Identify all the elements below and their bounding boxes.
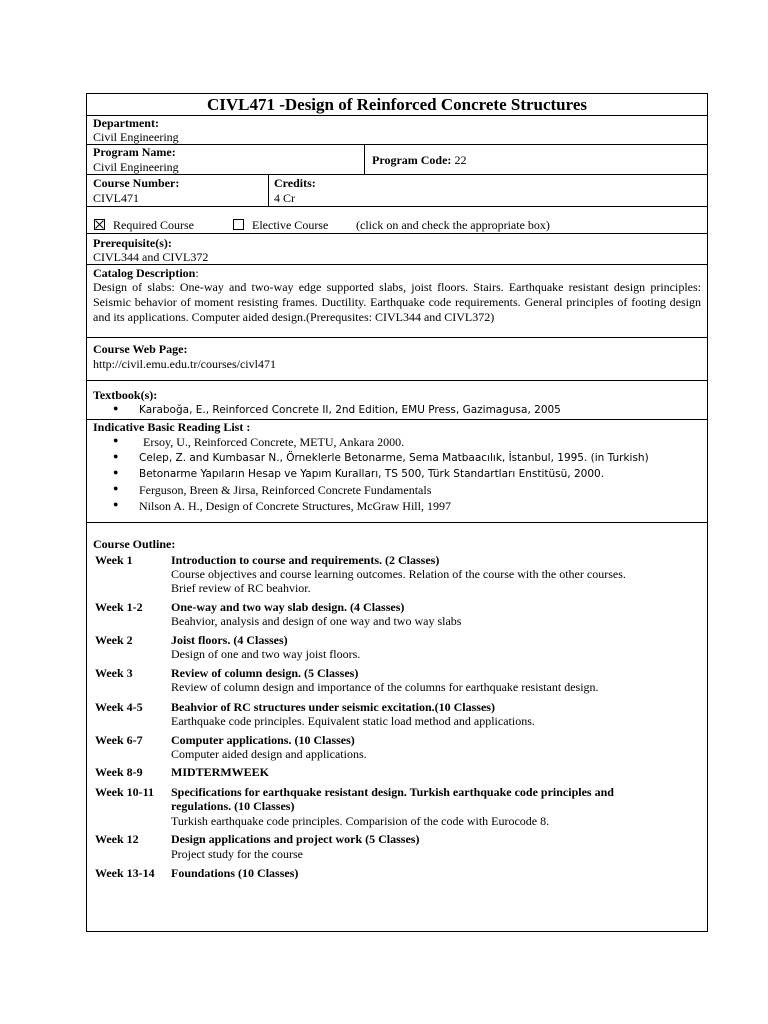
course-type-row xyxy=(87,207,707,234)
week-title: One-way and two way slab design. (4 Classes) xyxy=(171,600,405,614)
week-label: Week 10-11 xyxy=(95,785,154,799)
week-title: Foundations (10 Classes) xyxy=(171,866,299,880)
course-number-row xyxy=(87,175,707,207)
textbook-item: Karaboğa, E., Reinforced Concrete II, 2nd Edition, EMU Press, Gazimagusa, 2005 xyxy=(139,404,561,416)
week-label: Week 12 xyxy=(95,832,139,846)
bullet-icon: ● xyxy=(113,451,119,461)
divider xyxy=(364,145,365,174)
week-description: Earthquake code principles. Equivalent static load method and applications. xyxy=(171,714,535,728)
week-title: Computer applications. (10 Classes) xyxy=(171,733,355,747)
catalog-description: Design of slabs: One-way and two-way edge supported slabs, joist floors. Stairs. Earthquake resistant design principles: Seismic behavior of moment resisting frames. Ductility. Earthquake code requirements. General principles of footing design and its applications. Computer aided design.(Prerequsites: CIVL344 and CIVL372) xyxy=(93,280,701,324)
week-title: MIDTERMWEEK xyxy=(171,765,270,779)
week-title: Beahvior of RC structures under seismic excitation.(10 Classes) xyxy=(171,700,495,714)
department-value: Civil Engineering xyxy=(93,130,179,144)
catalog-row xyxy=(87,265,707,338)
course-number-label: Course Number: xyxy=(93,176,180,190)
web-page-row xyxy=(87,338,707,381)
reading-outline-section xyxy=(87,420,707,931)
title-row xyxy=(87,94,707,116)
checked-checkbox-icon[interactable] xyxy=(94,219,105,230)
bullet-icon: ● xyxy=(113,499,119,509)
reading-item: Betonarme Yapıların Hesap ve Yapım Kuralları, TS 500, Türk Standartları Enstitüsü, 2000. xyxy=(139,468,605,480)
page-title: CIVL471 -Design of Reinforced Concrete Structures xyxy=(206,95,588,114)
week-title: Joist floors. (4 Classes) xyxy=(171,633,288,647)
program-code-value: 22 xyxy=(454,153,467,167)
program-name-value: Civil Engineering xyxy=(93,160,179,174)
program-code xyxy=(372,153,466,167)
reading-list-label: Indicative Basic Reading List : xyxy=(93,420,251,434)
course-syllabus xyxy=(86,93,708,932)
bullet-icon: ● xyxy=(113,483,119,493)
department-label: Department: xyxy=(93,116,159,130)
week-description: Course objectives and course learning outcomes. Relation of the course with the other courses. xyxy=(171,567,626,581)
bullet-icon: ● xyxy=(113,403,119,413)
web-page-label: Course Web Page: xyxy=(93,342,188,356)
textbook-label: Textbook(s): xyxy=(93,388,158,402)
program-row xyxy=(87,145,707,175)
week-description: Design of one and two way joist floors. xyxy=(171,647,361,661)
program-code-label: Program Code: xyxy=(372,153,452,167)
textbook-row xyxy=(87,381,707,420)
bullet-icon: ● xyxy=(113,435,119,445)
week-title: Review of column design. (5 Classes) xyxy=(171,666,359,680)
week-label: Week 6-7 xyxy=(95,733,143,747)
divider xyxy=(87,522,707,523)
prerequisites-value: CIVL344 and CIVL372 xyxy=(93,250,209,264)
catalog-label: Catalog Description xyxy=(93,266,196,280)
empty-checkbox-icon[interactable] xyxy=(233,219,244,230)
web-page-link[interactable]: http://civil.emu.edu.tr/courses/civl471 xyxy=(93,357,276,371)
outline-label: Course Outline: xyxy=(93,537,176,551)
week-description: Review of column design and importance of the columns for earthquake resistant design. xyxy=(171,680,599,694)
required-course-label: Required Course xyxy=(113,218,194,232)
reading-item: Nilson A. H., Design of Concrete Structures, McGraw Hill, 1997 xyxy=(139,499,451,513)
credits-value: 4 Cr xyxy=(274,191,295,205)
bullet-icon: ● xyxy=(113,467,119,477)
week-label: Week 8-9 xyxy=(95,765,143,779)
prerequisites-row xyxy=(87,234,707,265)
credits-label: Credits: xyxy=(274,176,316,190)
course-number-value: CIVL471 xyxy=(93,191,139,205)
week-title: Introduction to course and requirements. (2 Classes) xyxy=(171,553,440,567)
week-title-continued: regulations. (10 Classes) xyxy=(171,799,295,813)
week-description: Project study for the course xyxy=(171,847,303,861)
week-title: Design applications and project work (5 Classes) xyxy=(171,832,420,846)
elective-course-option[interactable] xyxy=(233,218,328,232)
program-name-label: Program Name: xyxy=(93,145,176,159)
week-description: Turkish earthquake code principles. Comparision of the code with Eurocode 8. xyxy=(171,814,550,828)
week-label: Week 4-5 xyxy=(95,700,143,714)
divider xyxy=(268,175,269,206)
week-label: Week 1-2 xyxy=(95,600,143,614)
week-label: Week 3 xyxy=(95,666,133,680)
week-description: Brief review of RC beahvior. xyxy=(171,581,311,595)
week-label: Week 1 xyxy=(95,553,133,567)
elective-course-label: Elective Course xyxy=(252,218,329,232)
department-row xyxy=(87,116,707,145)
reading-item: Celep, Z. and Kumbasar N., Örneklerle Betonarme, Sema Matbaacılık, İstanbul, 1995. (in Turkish) xyxy=(139,452,649,464)
week-label: Week 2 xyxy=(95,633,133,647)
prerequisites-label: Prerequisite(s): xyxy=(93,236,172,250)
week-label: Week 13-14 xyxy=(95,866,155,880)
required-course-option[interactable] xyxy=(94,218,194,232)
catalog-heading: Catalog Description: xyxy=(93,266,199,280)
course-type-note: (click on and check the appropriate box) xyxy=(356,218,550,232)
reading-item: Ferguson, Breen & Jirsa, Reinforced Concrete Fundamentals xyxy=(139,483,432,497)
week-description: Beahvior, analysis and design of one way and two way slabs xyxy=(171,614,462,628)
week-title: Specifications for earthquake resistant design. Turkish earthquake code principles and xyxy=(171,785,614,799)
week-description: Computer aided design and applications. xyxy=(171,747,367,761)
reading-item: Ersoy, U., Reinforced Concrete, METU, Ankara 2000. xyxy=(143,435,405,449)
